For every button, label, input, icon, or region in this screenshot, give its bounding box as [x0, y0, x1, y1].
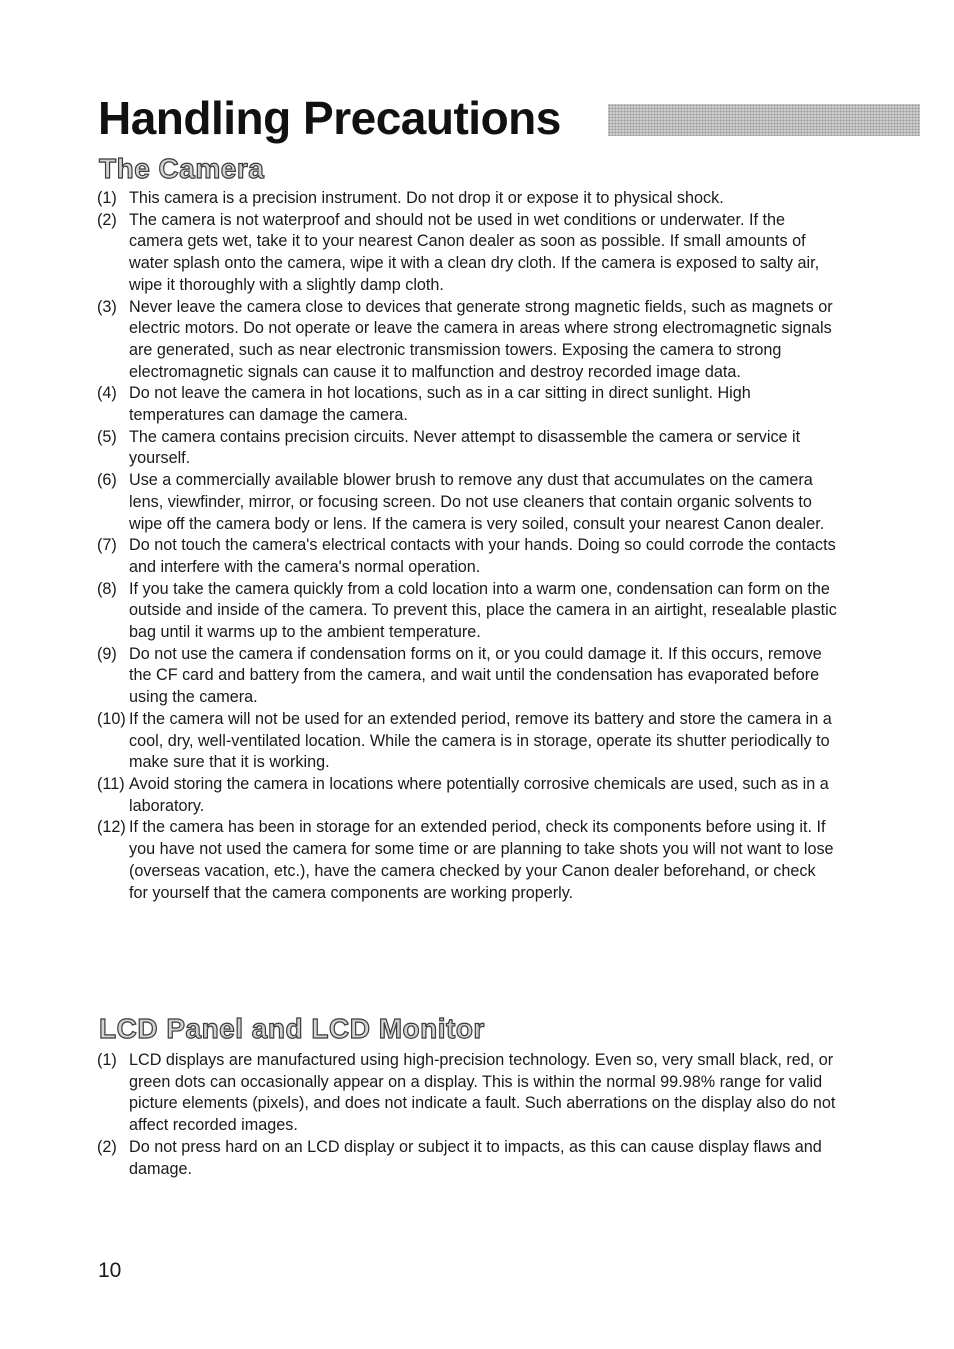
list-item	[97, 188, 837, 210]
item-number: (9)	[97, 644, 117, 663]
list-item	[97, 535, 837, 578]
item-text: Do not use the camera if condensation forms on it, or you could damage it. If this occurs, remove the CF card and battery from the camera, and wait until the condensation has evaporated before using the camera.	[129, 644, 822, 707]
item-number: (1)	[97, 1051, 117, 1069]
list-item	[97, 427, 837, 470]
list-item	[97, 1050, 837, 1137]
item-number: (8)	[97, 579, 117, 598]
list-item	[97, 297, 837, 384]
item-number: (2)	[97, 1137, 117, 1156]
item-number: (10)	[97, 709, 126, 728]
section-heading-camera: The Camera	[99, 153, 265, 184]
list-item	[97, 709, 837, 774]
item-text: Do not touch the camera's electrical contacts with your hands. Doing so could corrode the contacts and interfere with the camera's normal operation.	[129, 536, 836, 576]
item-number: (11)	[97, 774, 125, 793]
item-text: Do not leave the camera in hot locations, such as in a car sitting in direct sunlight. High temperatures can damage the camera.	[129, 384, 751, 425]
item-text: LCD displays are manufactured using high-precision technology. Even so, very small black, red, or green dots can occasionally appear on a display. This is within the normal 99.98% range for valid picture elements (pixels), and does not indicate a fault. Such aberrations on the display also do not affect recorded images.	[129, 1051, 836, 1135]
page-title: Handling Precautions	[98, 92, 561, 144]
list-item	[97, 383, 837, 426]
list-item	[97, 210, 837, 297]
item-text: Never leave the camera close to devices that generate strong magnetic fields, such as magnets or electric motors. Do not operate or leave the camera in areas where strong electromagnetic signals are generated, such as near electronic transmission towers. Exposing the camera to strong electromagnetic signals can cause it to malfunction and destroy recorded image data.	[129, 297, 833, 381]
item-text: Avoid storing the camera in locations where potentially corrosive chemicals are used, such as in a laboratory.	[129, 774, 829, 815]
list-item	[97, 774, 837, 817]
item-number: (5)	[97, 427, 117, 446]
item-number: (3)	[97, 297, 117, 316]
title-decorative-bar	[608, 104, 920, 136]
item-text: The camera contains precision circuits. Never attempt to disassemble the camera or service it yourself.	[129, 427, 801, 468]
list-item	[97, 1137, 837, 1180]
list-item	[97, 644, 837, 709]
item-number: (4)	[97, 384, 117, 403]
item-number: (2)	[97, 210, 117, 229]
camera-precautions-list	[97, 188, 837, 904]
item-text: If you take the camera quickly from a cold location into a warm one, condensation can form on the outside and inside of the camera. To prevent this, place the camera in an airtight, resealable plastic bag until it warms up to the ambient temperature.	[129, 579, 837, 642]
page-title-row	[98, 88, 920, 148]
item-text: The camera is not waterproof and should not be used in wet conditions or underwater. If the camera gets wet, take it to your nearest Canon dealer as soon as possible. If small amounts of water splash onto the camera, wipe it with a clean dry cloth. If the camera is exposed to salty air, wipe it thoroughly with a slightly damp cloth.	[129, 210, 820, 294]
item-number: (12)	[97, 818, 126, 837]
item-number: (7)	[97, 536, 117, 555]
item-text: If the camera will not be used for an extended period, remove its battery and store the camera in a cool, dry, well-ventilated location. While the camera is in storage, operate its shutter periodically to make sure that it is working.	[129, 709, 832, 772]
list-item	[97, 579, 837, 644]
item-text: Do not press hard on an LCD display or subject it to impacts, as this can cause display flaws and damage.	[129, 1137, 822, 1178]
list-item	[97, 817, 837, 904]
item-text: Use a commercially available blower brush to remove any dust that accumulates on the camera lens, viewfinder, mirror, or focusing screen. Do not use cleaners that contain organic solvents to wipe off the camera body or lens. If the camera is very soiled, consult your nearest Canon dealer.	[129, 471, 825, 533]
list-item	[97, 470, 837, 535]
item-text: If the camera has been in storage for an extended period, check its components before using it. If you have not used the camera for some time or are planning to take shots you will not want to lose (overseas vacation, etc.), have the camera checked by your Canon dealer beforehand, or check for yourself that the camera components are working properly.	[129, 818, 834, 902]
lcd-precautions-list	[97, 1050, 837, 1180]
section-heading-lcd: LCD Panel and LCD Monitor	[99, 1013, 485, 1044]
item-number: (6)	[97, 471, 117, 490]
item-number: (1)	[97, 189, 117, 207]
item-text: This camera is a precision instrument. Do not drop it or expose it to physical shock.	[129, 189, 724, 207]
page-number: 10	[98, 1259, 122, 1282]
